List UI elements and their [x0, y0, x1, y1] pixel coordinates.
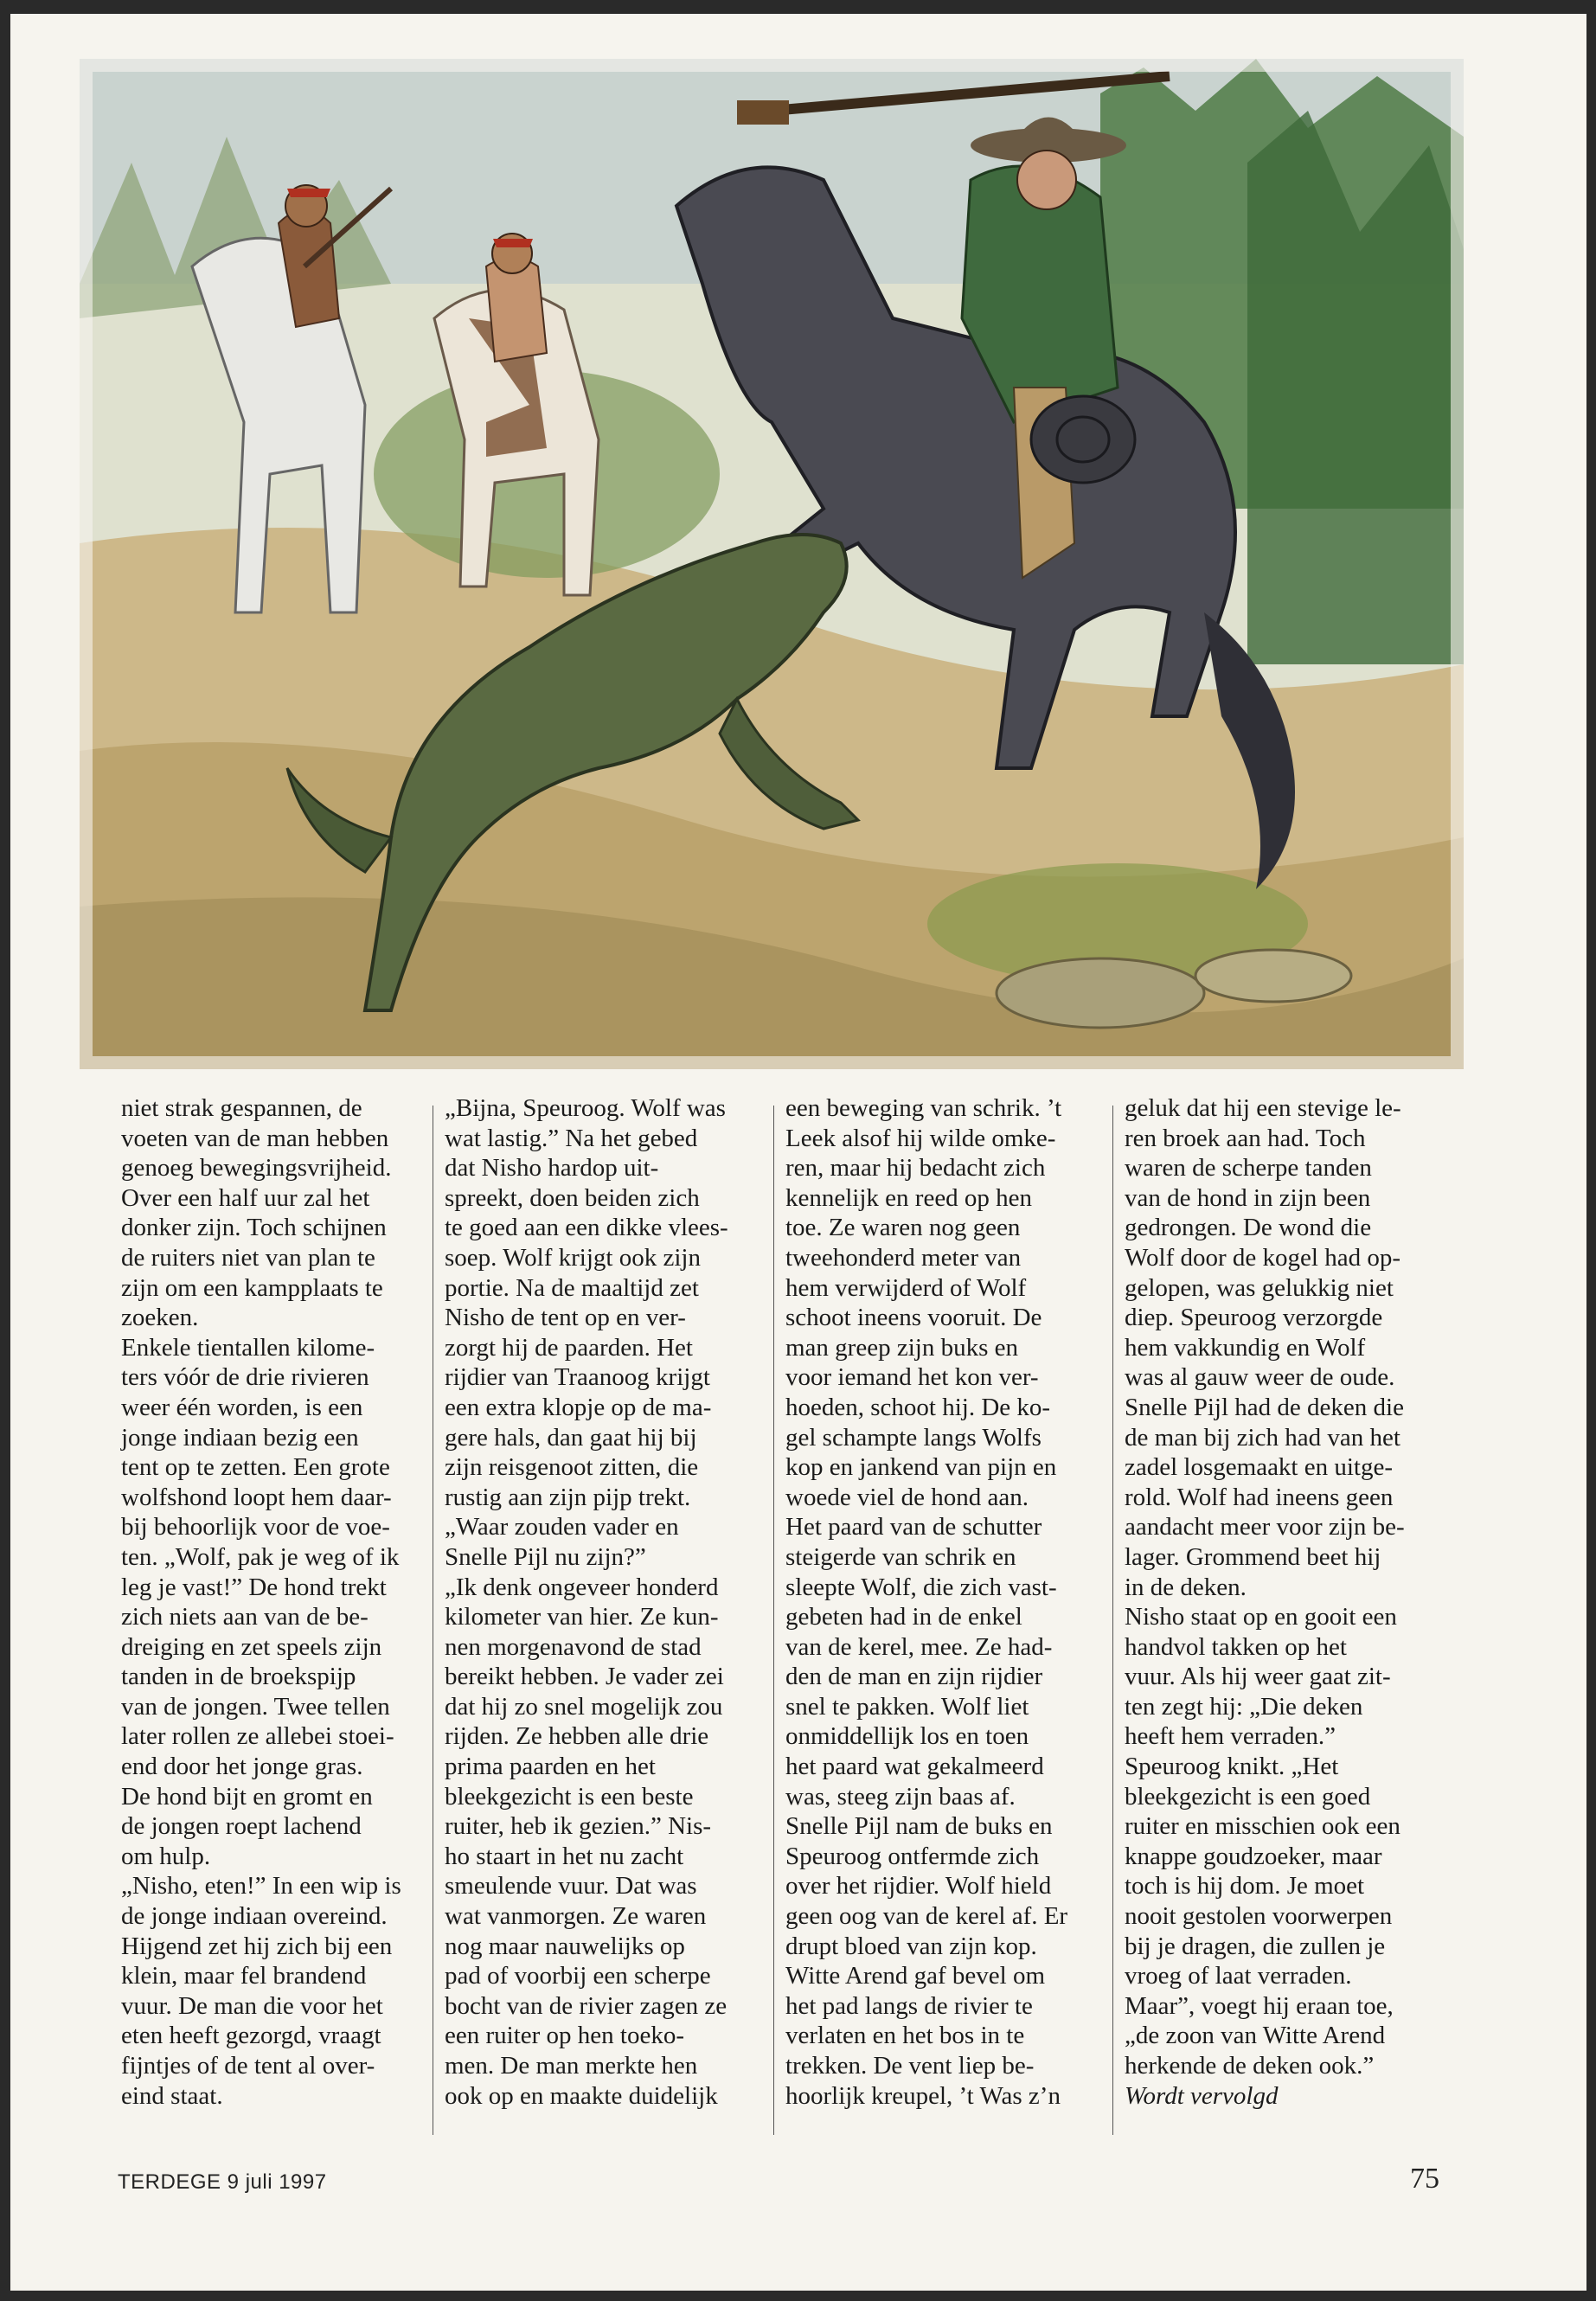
magazine-page — [10, 14, 1586, 2291]
illustration-drawing — [80, 59, 1464, 1069]
publication-footer: TERDEGE 9 juli 1997 — [118, 2170, 327, 2194]
column-2-text: „Bijna, Speuroog. Wolf was wat lastig.” Na het gebed dat Nisho hardop uit- spreekt, doen beiden zich te goed aan een dikke vlees- soep. Wolf krijgt ook zijn portie. Na de maaltijd zet Nisho de tent op en ver- zorgt hij de paarden. Het rijdier van Traanoog krijgt een extra klopje op de ma- gere hals, dan gaat hij bij zijn reisgenoot zitten, die rustig aan zijn pijp trekt. „Waar zouden vader en Snelle Pijl nu zijn?” „Ik denk ongeveer honderd kilometer van hier. Ze kun- nen morgenavond de stad bereikt hebben. Je vader zei dat hij zo snel mogelijk zou rijden. Ze hebben alle drie prima paarden en het bleekgezicht is een beste ruiter, heb ik gezien.” Nis- ho staart in het nu zacht smeulende vuur. Dat was wat vanmorgen. Ze waren nog maar nauwelijks op pad of voorbij een scherpe bocht van de rivier zagen ze een ruiter op hen toeko- men. De man merkte hen ook op en maakte duidelijk — [445, 1094, 728, 2110]
page-number: 75 — [1410, 2163, 1439, 2195]
column-divider — [1112, 1106, 1113, 2135]
column-1-text: niet strak gespannen, de voeten van de man hebben genoeg bewegingsvrijheid. Over een half uur zal het donker zijn. Toch schijnen de ruiters niet van plan te zijn om een kampplaats te zoeken. Enkele tientallen kilome- ters vóór de drie rivieren weer één worden, is een jonge indiaan bezig een tent op te zetten. Een grote wolfshond loopt hem daar- bij behoorlijk voor de voe- ten. „Wolf, pak je weg of ik leg je vast!” De hond trekt zich niets aan van de be- dreiging en zet speels zijn tanden in de broekspijp van de jongen. Twee tellen later rollen ze allebei stoei- end door het jonge gras. De hond bijt en gromt en de jongen roept lachend om hulp. „Nisho, eten!” In een wip is de jonge indiaan overeind. Hijgend zet hij zich bij een klein, maar fel brandend vuur. De man die voor het eten heeft gezorgd, vraagt fijntjes of de tent al over- eind staat. — [121, 1094, 401, 2110]
article-columns — [121, 1093, 1453, 2131]
text-column-2 — [445, 1093, 744, 2111]
text-column-4 — [1125, 1093, 1424, 2111]
watercolor-illustration — [80, 59, 1464, 1069]
text-column-3 — [785, 1093, 1085, 2111]
column-4-text: geluk dat hij een stevige le- ren broek aan had. Toch waren de scherpe tanden van de hond in zijn been gedrongen. De wond die Wolf door de kogel had op- gelopen, was gelukkig niet diep. Speuroog verzorgde hem vakkundig en Wolf was al gauw weer de oude. Snelle Pijl had de deken die de man bij zich had van het zadel losgemaakt en uitge- rold. Wolf had ineens geen aandacht meer voor zijn be- lager. Grommend beet hij in de deken. Nisho staat op en gooit een handvol takken op het vuur. Als hij weer gaat zit- ten zegt hij: „Die deken heeft hem verraden.” Speuroog knikt. „Het bleekgezicht is een goed ruiter en misschien ook een knappe goudzoeker, maar toch is hij dom. Je moet nooit gestolen voorwerpen bij je dragen, die zullen je vroeg of laat verraden. Maar”, voegt hij eraan toe, „de zoon van Witte Arend herkende de deken ook.” — [1125, 1094, 1405, 2080]
column-3-text: een beweging van schrik. ’t Leek alsof hij wilde omke- ren, maar hij bedacht zich kennelijk en reed op hen toe. Ze waren nog geen tweehonderd meter van hem verwijderd of Wolf schoot ineens vooruit. De man greep zijn buks en voor iemand het kon ver- hoeden, schoot hij. De ko- gel schampte langs Wolfs kop en jankend van pijn en woede viel de hond aan. Het paard van de schutter steigerde van schrik en sleepte Wolf, die zich vast- gebeten had in de enkel van de kerel, mee. Ze had- den de man en zijn rijdier snel te pakken. Wolf liet onmiddellijk los en toen het paard wat gekalmeerd was, steeg zijn baas af. Snelle Pijl nam de buks en Speuroog ontfermde zich over het rijdier. Wolf hield geen oog van de kerel af. Er drupt bloed van zijn kop. Witte Arend gaf bevel om het pad langs de rivier te verlaten en het bos in te trekken. De vent liep be- hoorlijk kreupel, ’t Was z’n — [785, 1094, 1068, 2110]
continued-note: Wordt vervolgd — [1125, 2081, 1279, 2110]
text-column-1 — [121, 1093, 420, 2111]
column-divider — [773, 1106, 774, 2135]
